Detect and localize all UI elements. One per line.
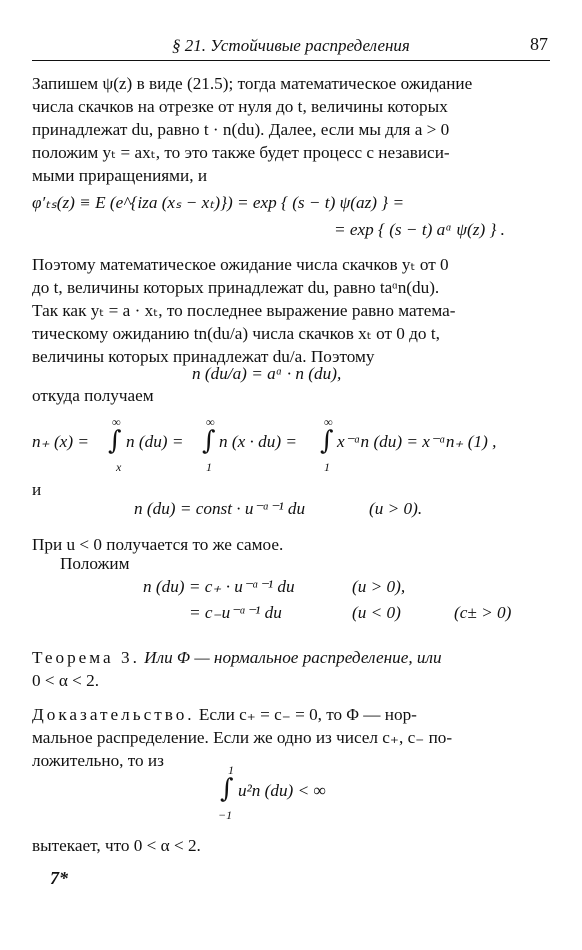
int6-body: u²n (du) < ∞ [238,781,326,800]
paragraph-1 [32,72,544,187]
int2-upper: ∞ [206,415,215,429]
page-number: 87 [530,34,548,54]
running-header [32,30,550,61]
equation-5-cond-3: (c± > 0) [454,603,512,622]
int3-lower: 1 [324,460,330,474]
text-and [32,478,544,501]
theorem-text-1: Или Φ — нормальное распределение, или [144,648,442,667]
text-line: положим yₜ = axₜ, то это также будет процесс с независи- [32,143,450,162]
theorem-text-2: 0 < α < 2. [32,671,100,690]
int1-lower: x [116,460,122,474]
equation-4-condition: (u > 0). [369,499,423,518]
integral-sign: ∫ [320,426,334,456]
int6-lower: −1 [218,808,233,822]
proof [32,703,544,772]
text-line: до t, величины которых принадлежат du, равно taᵅn(du). [32,278,440,297]
text-line: мальное распределение. Если же одно из чисел c₊, c₋ по- [32,728,453,747]
theorem-3 [32,646,544,692]
paragraph-2 [32,253,544,368]
equation-1-line-1: φ′ₜₛ(z) ≡ E (e^{iza (xₛ − xₜ)}) = exp { (s − t) ψ(az) } = [32,193,405,212]
text-line: Запишем ψ(z) в виде (21.5); тогда математическое ожидание [32,74,473,93]
text-line: вытекает, что 0 < α < 2. [32,836,201,855]
text-line: Положим [60,554,130,573]
text-line: При u < 0 получается то же самое. [32,535,284,554]
equation-5-cond-1: (u > 0), [352,577,406,596]
text-line: откуда получаем [32,386,154,405]
text-line: величины которых принадлежат du/a. Поэтому [32,347,375,366]
text-line: Так как yₜ = a · xₜ, то последнее выражение равно матема- [32,301,456,320]
text-line: Поэтому математическое ожидание числа скачков yₜ от 0 [32,255,449,274]
int2-lower: 1 [206,460,212,474]
equation-5-cond-2: (u < 0) [352,603,401,622]
int1-body: n (du) = [126,432,184,451]
text-line [32,703,544,726]
proof-label: Доказательство. [32,705,195,724]
integral-sign: ∫ [220,774,234,804]
equation-5-line-1: n (du) = c₊ · u⁻ᵅ⁻¹ du [143,577,295,596]
int6-upper: 1 [228,763,234,777]
header-title: § 21. Устойчивые распределения [172,36,410,55]
integral-sign: ∫ [108,426,122,456]
proof-text-1: Если c₊ = c₋ = 0, то Φ — нор- [198,705,417,724]
conclusion [32,834,544,857]
text-otkuda [32,384,544,407]
text-line: тическому ожиданию tn(du/a) числа скачков xₜ от 0 до t, [32,324,440,343]
text-line: ложительно, то из [32,751,164,770]
int2-body: n (x · du) = [219,432,297,451]
text-line: и [32,480,42,499]
integral-sign: ∫ [202,426,216,456]
int3-body: x⁻ᵅn (du) = x⁻ᵅn₊ (1) , [337,432,497,451]
int1-upper: ∞ [112,415,121,429]
equation-4: n (du) = const · u⁻ᵅ⁻¹ du [134,499,306,518]
theorem-label: Теорема 3. [32,648,140,667]
equation-5-line-2: = c₋u⁻ᵅ⁻¹ du [189,603,282,622]
signature-mark: 7* [50,868,68,888]
equation-1-line-2: = exp { (s − t) aᵅ ψ(z) } . [334,220,505,239]
int3-upper: ∞ [324,415,333,429]
text-line [32,646,544,669]
text-line: принадлежат du, равно t · n(du). Далее, если мы для a > 0 [32,120,450,139]
eq3-lhs: n₊ (x) = [32,432,89,451]
text-line: числа скачков на отрезке от нуля до t, величины которых [32,97,448,116]
equation-2: n (du/a) = aᵅ · n (du), [192,364,342,383]
text-polozhim [60,552,572,575]
text-line: мыми приращениями, и [32,166,208,185]
